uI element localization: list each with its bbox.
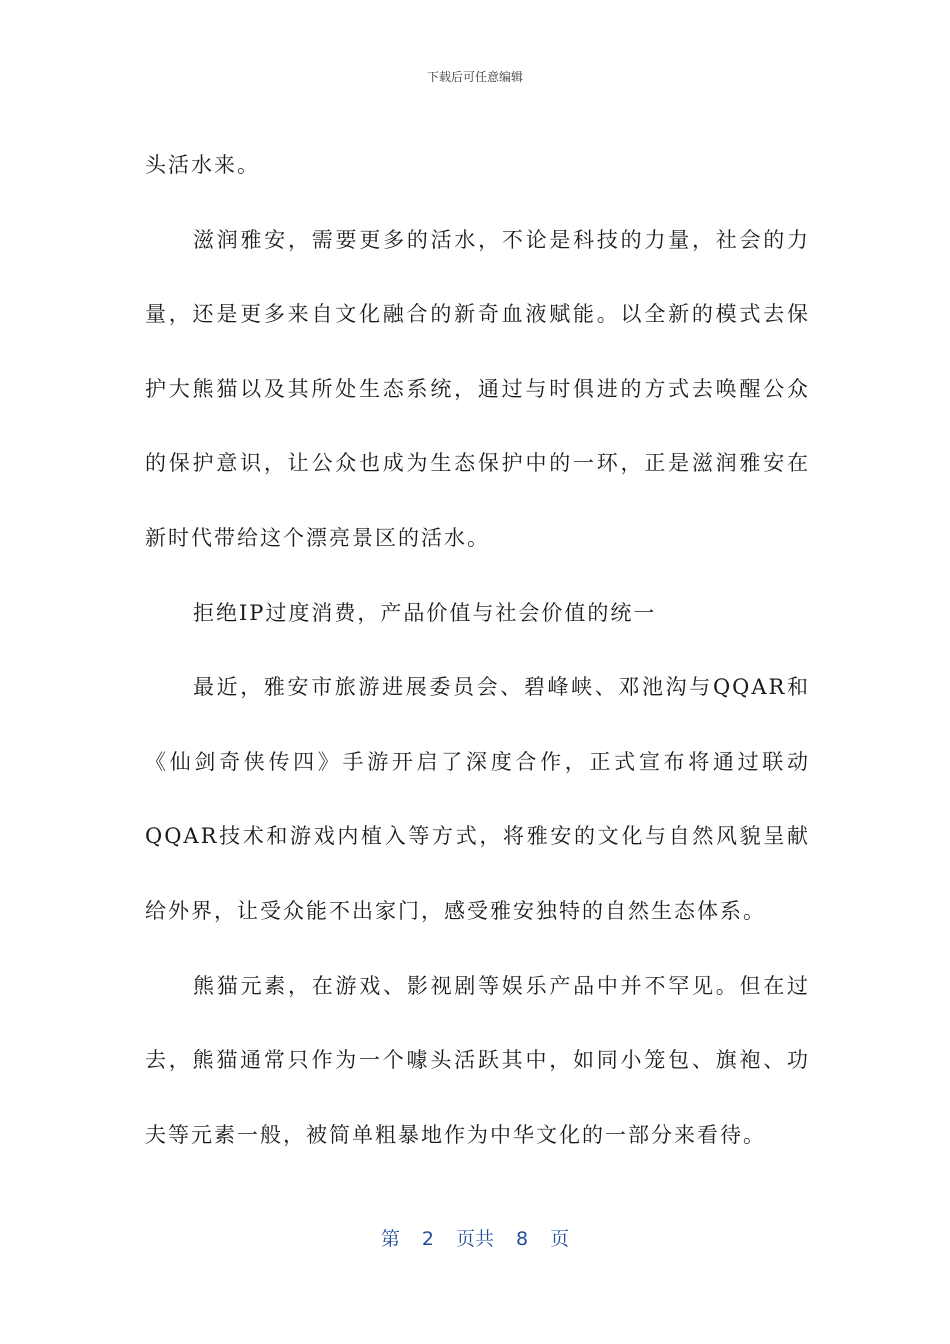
- footer-prefix: 第: [380, 1228, 400, 1250]
- paragraph: 最近，雅安市旅游进展委员会、碧峰峡、邓池沟与QQAR和《仙剑奇侠传四》手游开启了深度合作，正式宣布将通过联动QQAR技术和游戏内植入等方式，将雅安的文化与自然风貌呈献给外界，让受众能不出家门，感受雅安独特的自然生态体系。: [145, 675, 810, 923]
- paragraph: 熊猫元素，在游戏、影视剧等娱乐产品中并不罕见。但在过去，熊猫通常只作为一个噱头活跃其中，如同小笼包、旗袍、功夫等元素一般，被简单粗暴地作为中华文化的一部分来看待。: [145, 973, 810, 1147]
- paragraph: 头活水来。: [145, 153, 260, 177]
- body-text: [145, 128, 810, 1172]
- paragraph: 拒绝IP过度消费，产品价值与社会价值的统一: [193, 600, 657, 625]
- page-footer: [0, 1224, 950, 1251]
- footer-suffix: 页: [550, 1228, 570, 1250]
- current-page-number: 2: [421, 1228, 434, 1250]
- total-page-count: 8: [516, 1228, 529, 1250]
- page-header: 下载后可任意编辑: [426, 70, 523, 84]
- paragraph: 滋润雅安，需要更多的活水，不论是科技的力量，社会的力量，还是更多来自文化融合的新奇血液赋能。以全新的模式去保护大熊猫以及其所处生态系统，通过与时俱进的方式去唤醒公众的保护意识，让公众也成为生态保护中的一环，正是滋润雅安在新时代带给这个漂亮景区的活水。: [145, 227, 810, 550]
- footer-middle: 页共: [455, 1228, 494, 1250]
